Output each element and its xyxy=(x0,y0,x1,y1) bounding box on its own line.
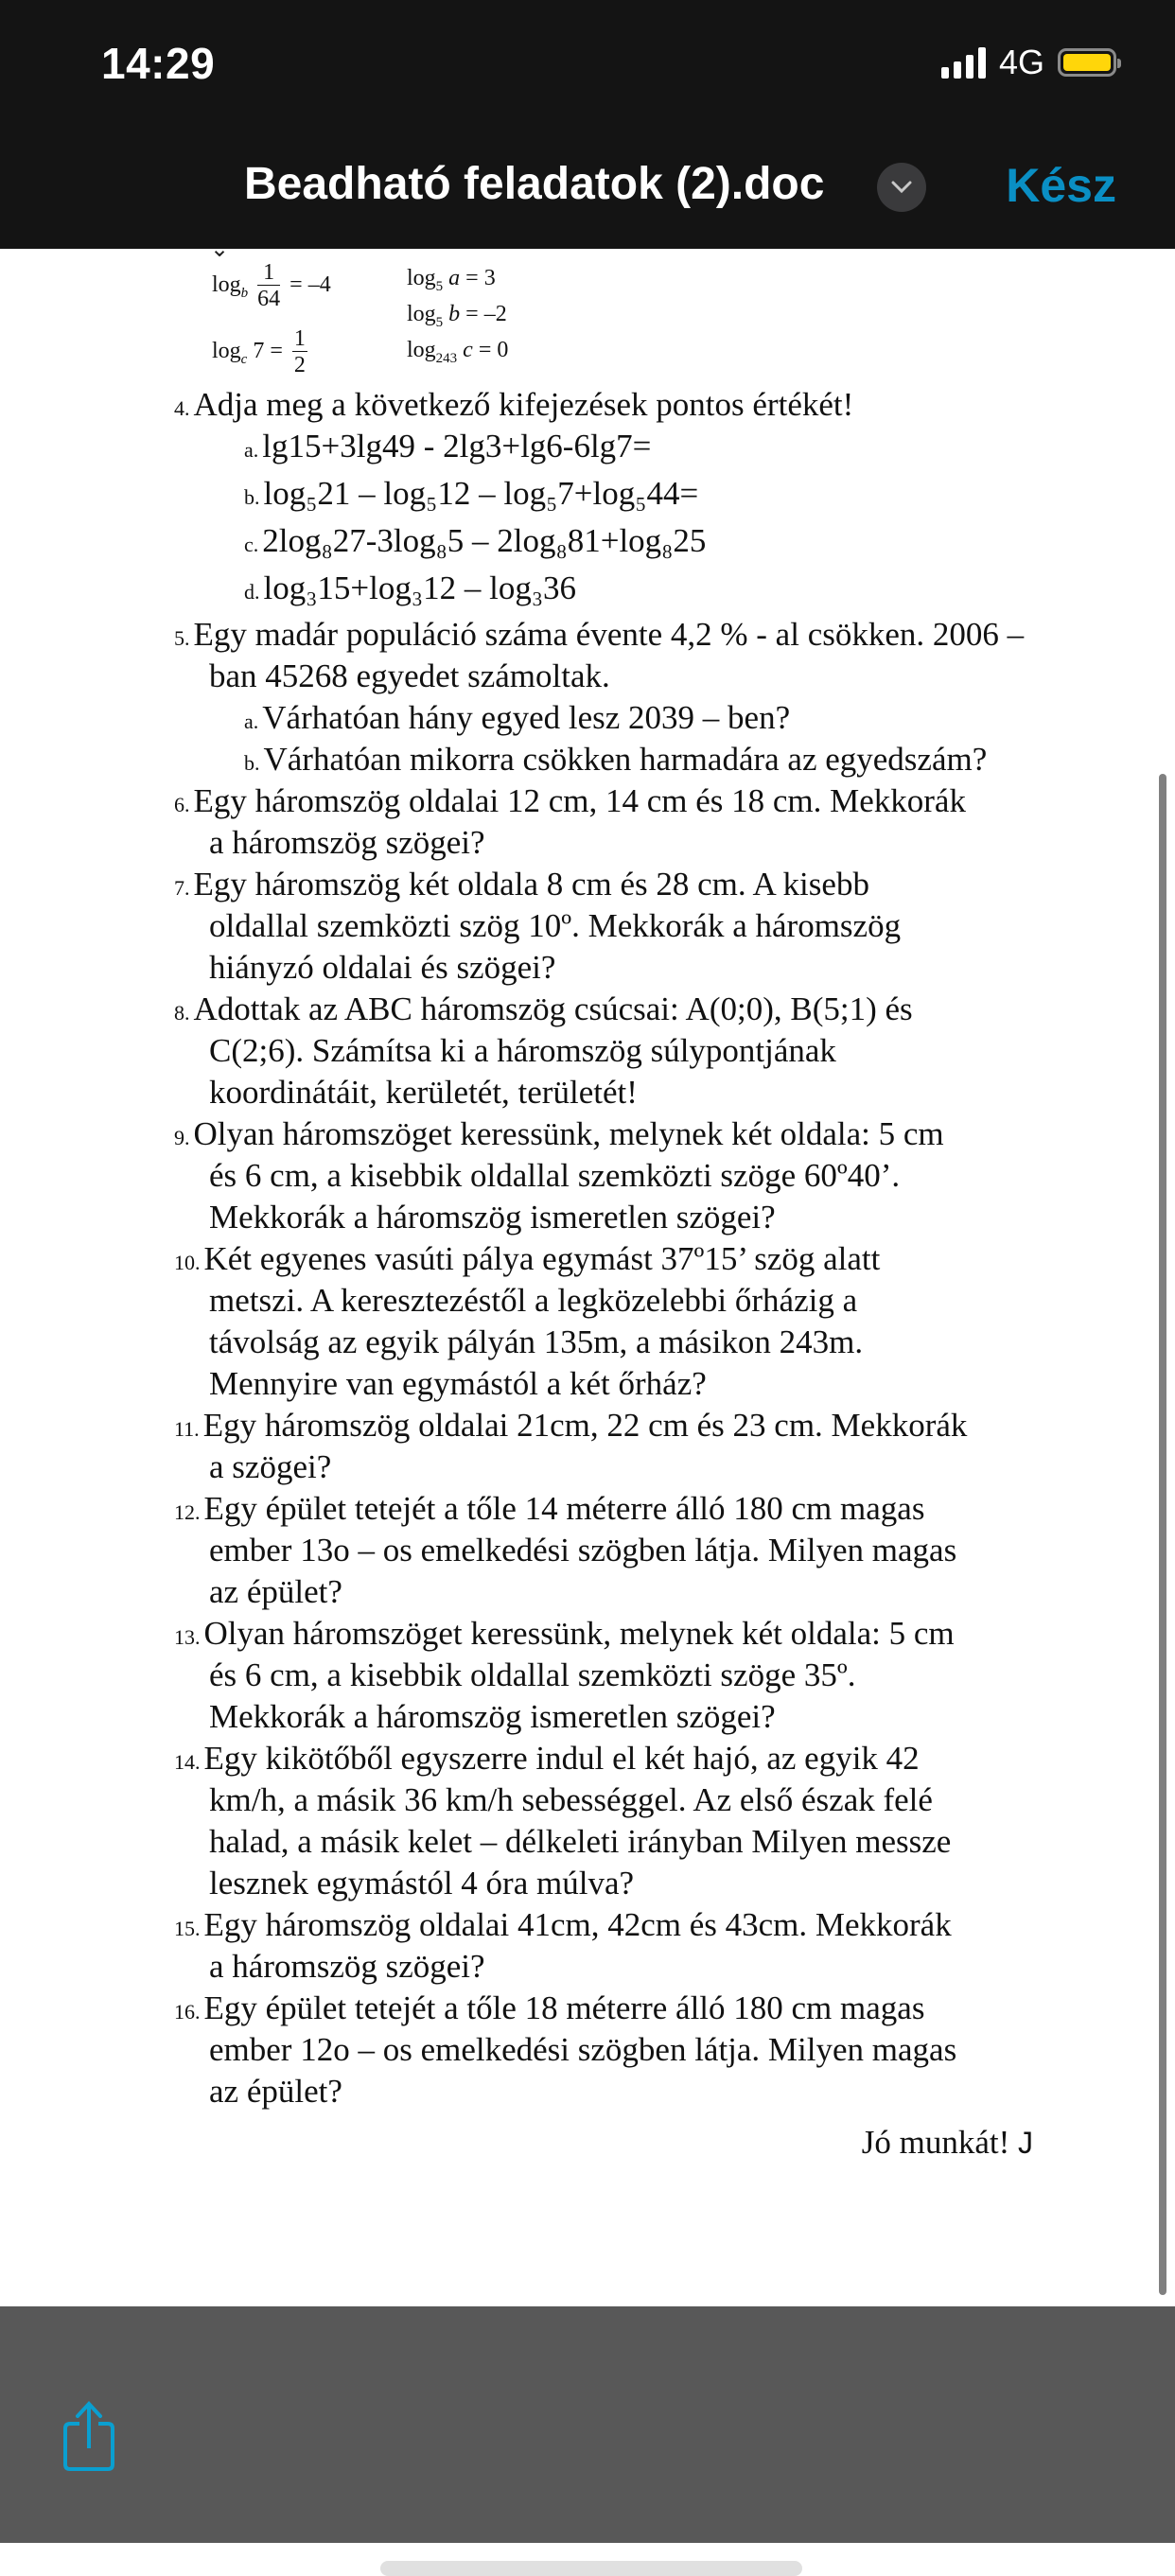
task-4c: c. 2log₈27-3log₈5 – 2log₈81+log₈25 xyxy=(244,522,707,559)
task-14: 14. Egy kikötőből egyszerre indul el két hajó, az egyik 42 xyxy=(174,1740,920,1777)
task-14-cont: lesznek egymástól 4 óra múlva? xyxy=(209,1865,635,1901)
task-10: 10. Két egyenes vasúti pálya egymást 37º15’ szög alatt xyxy=(174,1240,881,1277)
task-16-cont: az épület? xyxy=(209,2073,342,2110)
task-12-cont: az épület? xyxy=(209,1573,342,1610)
task-10-cont: metszi. A keresztezéstől a legközelebbi őrházig a xyxy=(209,1282,858,1319)
task-7-cont: oldallal szemközti szög 10º. Mekkorák a háromszög xyxy=(209,907,902,944)
clipped-text: ⌄ xyxy=(210,249,230,262)
task-5-line-2: ban 45268 egyedet számoltak. xyxy=(209,657,610,694)
task-9-cont: és 6 cm, a kisebbik oldallal szemközti szöge 60º40’. xyxy=(209,1157,901,1194)
document-viewer[interactable] xyxy=(0,249,1175,2306)
task-10-cont: távolság az egyik pályán 135m, a másikon 243m. xyxy=(209,1323,864,1360)
equation-log-c: $\log_c 7$ = $\frac{1}{2}$ xyxy=(212,326,306,377)
equation-log5-b: $\log_5 b = -2$ xyxy=(407,302,507,330)
equation-log243-c: $\log_{243} c = 0$ xyxy=(407,338,509,366)
task-15: 15. Egy háromszög oldalai 41cm, 42cm és 43cm. Mekkorák xyxy=(174,1906,952,1943)
chevron-down-icon xyxy=(891,181,912,194)
task-4: 4. Adja meg a következő kifejezések pontos értékét! xyxy=(174,386,854,423)
task-16: 16. Egy épület tetejét a tőle 18 méterre álló 180 cm magas xyxy=(174,1989,925,2026)
task-13-cont: Mekkorák a háromszög ismeretlen szögei? xyxy=(209,1698,776,1735)
document-title: Beadható feladatok (2).doc xyxy=(244,159,825,209)
task-12-cont: ember 13o – os emelkedési szögben látja. Milyen magas xyxy=(209,1532,957,1568)
task-9: 9. Olyan háromszöget keressünk, melynek két oldala: 5 cm xyxy=(174,1115,944,1152)
status-icons xyxy=(941,44,1116,81)
task-14-cont: km/h, a másik 36 km/h sebességgel. Az első észak felé xyxy=(209,1781,933,1818)
closing-message: Jó munkát! J xyxy=(861,2124,1033,2161)
task-6-cont: a háromszög szögei? xyxy=(209,824,485,861)
task-8-cont: C(2;6). Számítsa ki a háromszög súlypontjának xyxy=(209,1032,836,1069)
task-12: 12. Egy épület tetejét a tőle 14 méterre álló 180 cm magas xyxy=(174,1490,925,1527)
smiley-glyph: J xyxy=(1018,2126,1033,2160)
task-6: 6. Egy háromszög oldalai 12 cm, 14 cm és 18 cm. Mekkorák xyxy=(174,782,966,819)
task-4d: d. log₃15+log₃12 – log₃36 xyxy=(244,570,577,606)
vertical-scrollbar[interactable] xyxy=(1159,774,1166,2295)
task-4a: a. lg15+3lg49 - 2lg3+lg6-6lg7= xyxy=(244,428,652,464)
done-button[interactable]: Kész xyxy=(1006,159,1116,212)
network-type: 4G xyxy=(998,43,1044,81)
title-dropdown-button[interactable] xyxy=(877,163,926,212)
task-16-cont: ember 12o – os emelkedési szögben látja. Milyen magas xyxy=(209,2031,957,2068)
top-bar xyxy=(0,0,1175,249)
share-icon xyxy=(61,2401,117,2473)
cellular-signal-icon xyxy=(941,46,986,79)
task-5: 5. Egy madár populáció száma évente 4,2 % - al csökken. 2006 – xyxy=(174,616,1025,653)
task-5b: b. Várhatóan mikorra csökken harmadára az egyedszám? xyxy=(244,741,988,778)
task-13-cont: és 6 cm, a kisebbik oldallal szemközti szöge 35º. xyxy=(209,1656,856,1693)
task-7-cont: hiányzó oldalai és szögei? xyxy=(209,949,556,986)
task-11-cont: a szögei? xyxy=(209,1448,332,1485)
battery-icon xyxy=(1058,48,1116,77)
task-4b: b. log₅21 – log₅12 – log₅7+log₅44= xyxy=(244,475,699,512)
task-13: 13. Olyan háromszöget keressünk, melynek két oldala: 5 cm xyxy=(174,1615,955,1652)
task-15-cont: a háromszög szögei? xyxy=(209,1948,485,1985)
bottom-toolbar xyxy=(0,2306,1175,2543)
task-7: 7. Egy háromszög két oldala 8 cm és 28 cm. A kisebb xyxy=(174,866,869,902)
task-5a: a. Várhatóan hány egyed lesz 2039 – ben? xyxy=(244,699,791,736)
home-indicator[interactable] xyxy=(380,2561,802,2576)
status-time: 14:29 xyxy=(101,39,216,88)
share-button[interactable] xyxy=(61,2401,117,2473)
equation-log5-a: $\log_5 a = 3$ xyxy=(407,266,496,294)
task-14-cont: halad, a másik kelet – délkeleti irányban Milyen messze xyxy=(209,1823,952,1860)
task-8: 8. Adottak az ABC háromszög csúcsai: A(0;0), B(5;1) és xyxy=(174,990,913,1027)
equation-log-b: $\log_b$ $\frac{1}{64}$ = –4 xyxy=(212,260,331,311)
task-9-cont: Mekkorák a háromszög ismeretlen szögei? xyxy=(209,1199,776,1235)
task-11: 11. Egy háromszög oldalai 21cm, 22 cm és 23 cm. Mekkorák xyxy=(174,1407,968,1444)
task-10-cont: Mennyire van egymástól a két őrház? xyxy=(209,1365,707,1402)
task-8-cont: koordinátáit, kerületét, területét! xyxy=(209,1074,638,1111)
